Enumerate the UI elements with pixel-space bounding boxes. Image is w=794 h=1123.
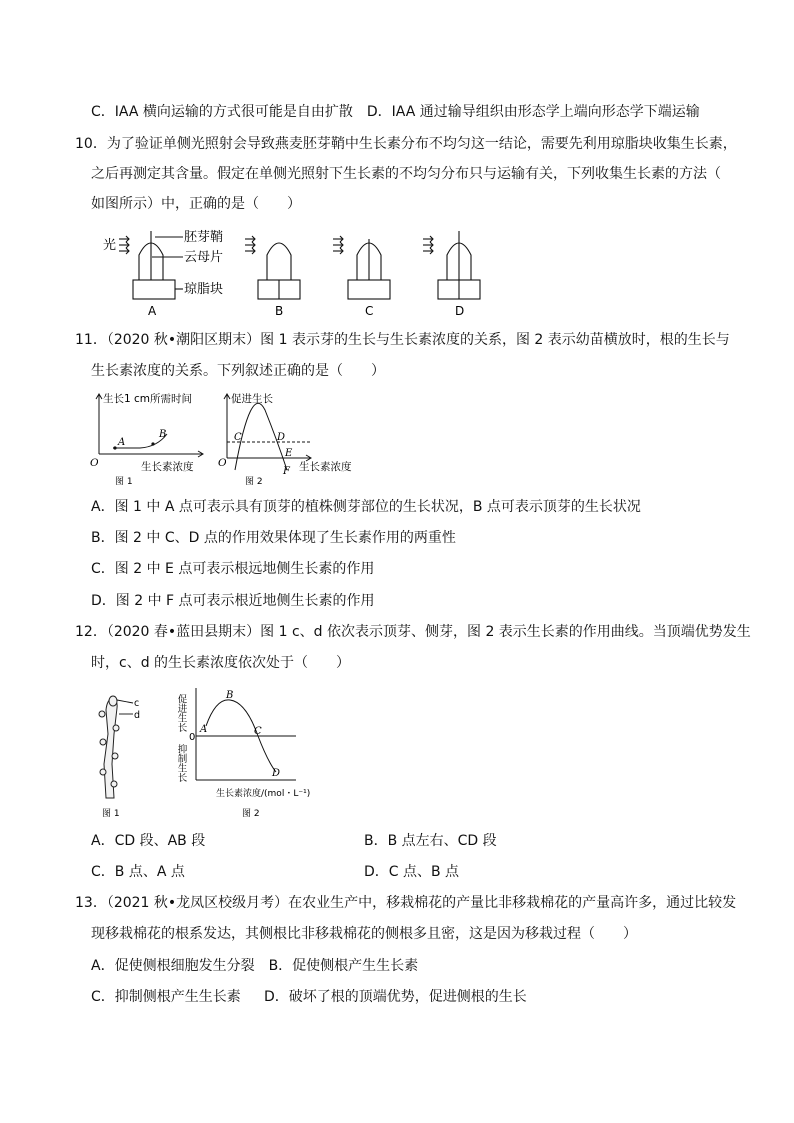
q13-option-c[interactable]: C．抑制侧根产生生长素: [91, 989, 241, 1005]
q12-stem-line1: 12．（2020 春•蓝田县期末）图 1 c、d 依次表示顶芽、侧芽，图 2 表示生长素的作用曲线。当顶端优势发生: [75, 624, 751, 640]
fig2-point-a: A: [200, 724, 208, 735]
fig2-xlabel: 生长素浓度/(mol・L⁻¹): [216, 789, 311, 799]
agar-label: 琼脂块: [184, 282, 224, 297]
q11-stem-line2: 生长素浓度的关系。下列叙述正确的是（ ）: [91, 363, 385, 379]
option-letter-b: B: [275, 304, 284, 318]
option-letter-a: A: [148, 304, 157, 318]
q11-option-a[interactable]: A．图 1 中 A 点可表示具有顶芽的植株侧芽部位的生长状况，B 点可表示顶芽的生长状况: [91, 499, 641, 515]
q13-option-d[interactable]: D．破坏了根的顶端优势，促进侧根的生长: [264, 989, 527, 1005]
q11-option-d[interactable]: D．图 2 中 F 点可表示根近地侧生长素的作用: [91, 593, 375, 609]
fig2-point-d: D: [272, 768, 281, 779]
fig2-point-b: B: [226, 690, 234, 701]
fig1-xlabel: 生长素浓度: [141, 461, 194, 473]
fig2-ylabel-promote: 促进生长: [175, 694, 187, 732]
q12-figures: [90, 684, 330, 824]
fig1-caption: 图 1: [115, 477, 133, 486]
fig1-ylabel: 生长1 cm所需时间: [103, 393, 193, 405]
fig2-point-c: C: [254, 726, 262, 737]
fig2-ylabel-inhibit: 抑制生长: [175, 744, 187, 782]
light-label: 光: [103, 238, 117, 253]
q9-options-cd: C．IAA 横向运输的方式很可能是自由扩散 D．IAA 通过输导组织由形态学上端向形态学下端运输: [91, 104, 700, 120]
fig1-origin: O: [90, 457, 99, 469]
plant-shoot-drawing: [99, 696, 119, 798]
q10-stem-line2: 之后再测定其含量。假定在单侧光照射下生长素的不均匀分布只与运输有关，下列收集生长素的方法（: [91, 166, 721, 182]
fig2-zero: 0: [189, 732, 196, 743]
fig2-caption: 图 2: [242, 809, 260, 819]
q12-option-b[interactable]: B．B 点左右、CD 段: [364, 833, 497, 849]
q10-stem-line3: 如图所示）中，正确的是（ ）: [91, 196, 301, 212]
q10-stem-line1: 10．为了验证单侧光照射会导致燕麦胚芽鞘中生长素分布不均匀这一结论，需要先利用琼脂块收集生长素，: [75, 136, 737, 152]
q12-option-a[interactable]: A．CD 段、AB 段: [91, 833, 206, 849]
q11-option-b[interactable]: B．图 2 中 C、D 点的作用效果体现了生长素作用的两重性: [91, 530, 456, 546]
agar-block-c: [348, 280, 390, 299]
fig2-ylabel: 促进生长: [231, 393, 273, 405]
option-letter-d: D: [455, 304, 465, 318]
q11-option-c[interactable]: C．图 2 中 E 点可表示根远地侧生长素的作用: [91, 561, 375, 577]
fig1-point-b: B: [159, 429, 167, 440]
fig1-point-a: A: [118, 437, 126, 448]
q13-options-ab[interactable]: A．促使侧根细胞发生分裂 B．促使侧根产生生长素: [91, 958, 419, 974]
fig2-point-c: C: [234, 432, 242, 443]
q11-figures: [85, 390, 375, 486]
fig2-xlabel: 生长素浓度: [299, 461, 352, 473]
q11-stem-line1: 11．（2020 秋•潮阳区期末）图 1 表示芽的生长与生长素浓度的关系，图 2 表示幼苗横放时，根的生长与: [75, 332, 730, 348]
coleoptile-label: 胚芽鞘: [184, 230, 224, 245]
q12-option-d[interactable]: D．C 点、B 点: [364, 864, 460, 880]
q12-stem-line2: 时，c、d 的生长素浓度依次处于（ ）: [91, 655, 351, 671]
q13-stem-line1: 13．（2021 秋•龙凤区校级月考）在农业生产中，移栽棉花的产量比非移栽棉花的产量高许多，通过比较发: [75, 895, 737, 911]
option-letter-c: C: [365, 304, 374, 318]
fig2-point-e: E: [285, 448, 293, 459]
agar-block-a: [133, 280, 175, 299]
q12-option-c[interactable]: C．B 点、A 点: [91, 864, 185, 880]
label-c: c: [134, 698, 140, 709]
q13-stem-line2: 现移栽棉花的根系发达，其侧根比非移栽棉花的侧根多且密，这是因为移栽过程（ ）: [91, 926, 637, 942]
fig2-origin: O: [218, 457, 227, 469]
fig2-point-d: D: [277, 432, 286, 443]
fig2-point-f: F: [283, 466, 290, 477]
fig2-caption: 图 2: [245, 477, 263, 486]
fig1-caption: 图 1: [102, 809, 120, 819]
label-d: d: [134, 710, 141, 721]
q10-coleoptile-figure: [95, 225, 495, 320]
coleoptile-b: [267, 243, 291, 280]
mica-label: 云母片: [184, 250, 224, 265]
